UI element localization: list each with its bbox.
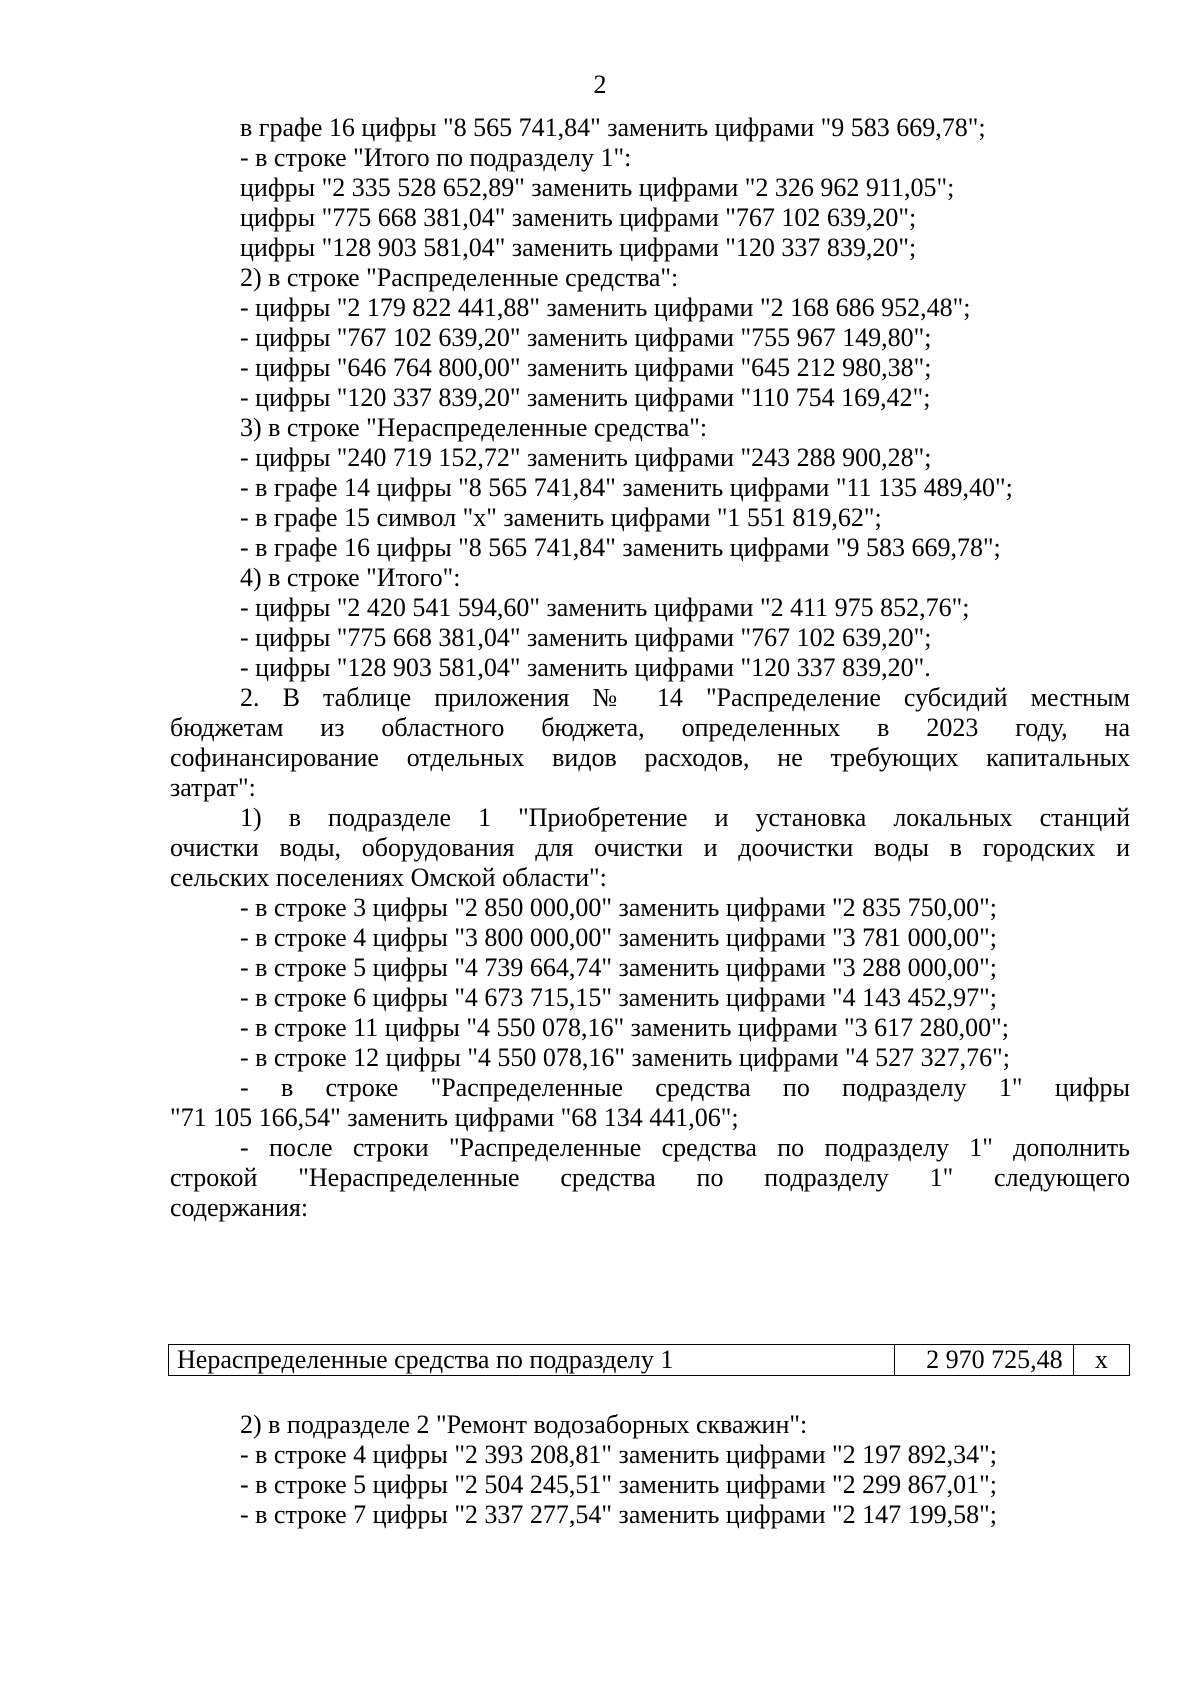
text-line: - в графе 16 цифры "8 565 741,84" заменить цифрами "9 583 669,78"; <box>240 533 1001 562</box>
text-line: - в строке 5 цифры "2 504 245,51" заменить цифрами "2 299 867,01"; <box>240 1470 997 1499</box>
paragraph-line: 2. В таблице приложения № 14 "Распределение субсидий местным <box>240 683 1130 712</box>
text-line: - в строке 4 цифры "3 800 000,00" заменить цифрами "3 781 000,00"; <box>240 923 997 952</box>
table-row <box>169 1345 1130 1376</box>
text-line: - цифры "240 719 152,72" заменить цифрами "243 288 900,28"; <box>240 443 932 472</box>
text-line: - в строке 6 цифры "4 673 715,15" заменить цифрами "4 143 452,97"; <box>240 983 997 1012</box>
text-line: - цифры "646 764 800,00" заменить цифрами "645 212 980,38"; <box>240 353 932 382</box>
text-line: цифры "128 903 581,04" заменить цифрами "120 337 839,20"; <box>240 233 917 262</box>
paragraph-line: - после строки "Распределенные средства по подразделу 1" дополнить <box>240 1133 1130 1162</box>
text-line: цифры "775 668 381,04" заменить цифрами "767 102 639,20"; <box>240 203 917 232</box>
distributed-funds-paragraph <box>170 1073 1130 1133</box>
text-line: 2) в строке "Распределенные средства": <box>240 263 679 292</box>
text-line: 2) в подразделе 2 "Ремонт водозаборных скважин": <box>240 1410 808 1439</box>
text-line: 4) в строке "Итого": <box>240 563 461 592</box>
paragraph-line: 1) в подразделе 1 "Приобретение и установка локальных станций <box>240 803 1130 832</box>
inserted-row-table <box>168 1344 1130 1376</box>
page-number: 2 <box>593 70 607 99</box>
row-amount-cell: 2 970 725,48 <box>894 1345 1073 1376</box>
paragraph-2 <box>170 683 1130 803</box>
subsection-1-intro <box>170 803 1130 893</box>
text-line: - цифры "120 337 839,20" заменить цифрами "110 754 169,42"; <box>240 383 931 412</box>
paragraph-line: софинансирование отдельных видов расходов, не требующих капитальных <box>170 743 1130 772</box>
text-line: - в строке "Итого по подразделу 1": <box>240 143 632 172</box>
paragraph-line: очистки воды, оборудования для очистки и доочистки воды в городских и <box>170 833 1130 862</box>
text-line: - в строке 12 цифры "4 550 078,16" заменить цифрами "4 527 327,76"; <box>240 1043 1010 1072</box>
text-line: цифры "2 335 528 652,89" заменить цифрами "2 326 962 911,05"; <box>240 173 955 202</box>
text-line: - в строке 3 цифры "2 850 000,00" заменить цифрами "2 835 750,00"; <box>240 893 997 922</box>
paragraph-line: затрат": <box>170 773 256 802</box>
add-row-paragraph <box>170 1133 1130 1223</box>
paragraph-line: "71 105 166,54" заменить цифрами "68 134 441,06"; <box>170 1103 739 1132</box>
text-line: - в строке 5 цифры "4 739 664,74" заменить цифрами "3 288 000,00"; <box>240 953 997 982</box>
text-line: - в строке 4 цифры "2 393 208,81" заменить цифрами "2 197 892,34"; <box>240 1440 997 1469</box>
text-line: - цифры "2 179 822 441,88" заменить цифрами "2 168 686 952,48"; <box>240 293 971 322</box>
text-line: - цифры "767 102 639,20" заменить цифрами "755 967 149,80"; <box>240 323 932 352</box>
paragraph-line: бюджетам из областного бюджета, определенных в 2023 году, на <box>170 713 1130 742</box>
text-line: - цифры "128 903 581,04" заменить цифрами "120 337 839,20". <box>240 653 931 682</box>
paragraph-line: - в строке "Распределенные средства по подразделу 1" цифры <box>240 1073 1130 1102</box>
text-line: 3) в строке "Нераспределенные средства": <box>240 413 708 442</box>
paragraph-line: строкой "Нераспределенные средства по подразделу 1" следующего <box>170 1163 1130 1192</box>
text-line: - цифры "2 420 541 594,60" заменить цифрами "2 411 975 852,76"; <box>240 593 970 622</box>
text-line: - в строке 11 цифры "4 550 078,16" заменить цифрами "3 617 280,00"; <box>240 1013 1009 1042</box>
text-line: - цифры "775 668 381,04" заменить цифрами "767 102 639,20"; <box>240 623 932 652</box>
text-line: - в графе 15 символ "х" заменить цифрами "1 551 819,62"; <box>240 503 882 532</box>
row-name-cell: Нераспределенные средства по подразделу 1 <box>169 1345 895 1376</box>
paragraph-line: содержания: <box>170 1193 309 1222</box>
text-line: - в строке 7 цифры "2 337 277,54" заменить цифрами "2 147 199,58"; <box>240 1500 997 1529</box>
row-mark-cell: х <box>1073 1345 1129 1376</box>
text-line: в графе 16 цифры "8 565 741,84" заменить цифрами "9 583 669,78"; <box>240 113 986 142</box>
paragraph-line: сельских поселениях Омской области": <box>170 863 607 892</box>
text-line: - в графе 14 цифры "8 565 741,84" заменить цифрами "11 135 489,40"; <box>240 473 1013 502</box>
